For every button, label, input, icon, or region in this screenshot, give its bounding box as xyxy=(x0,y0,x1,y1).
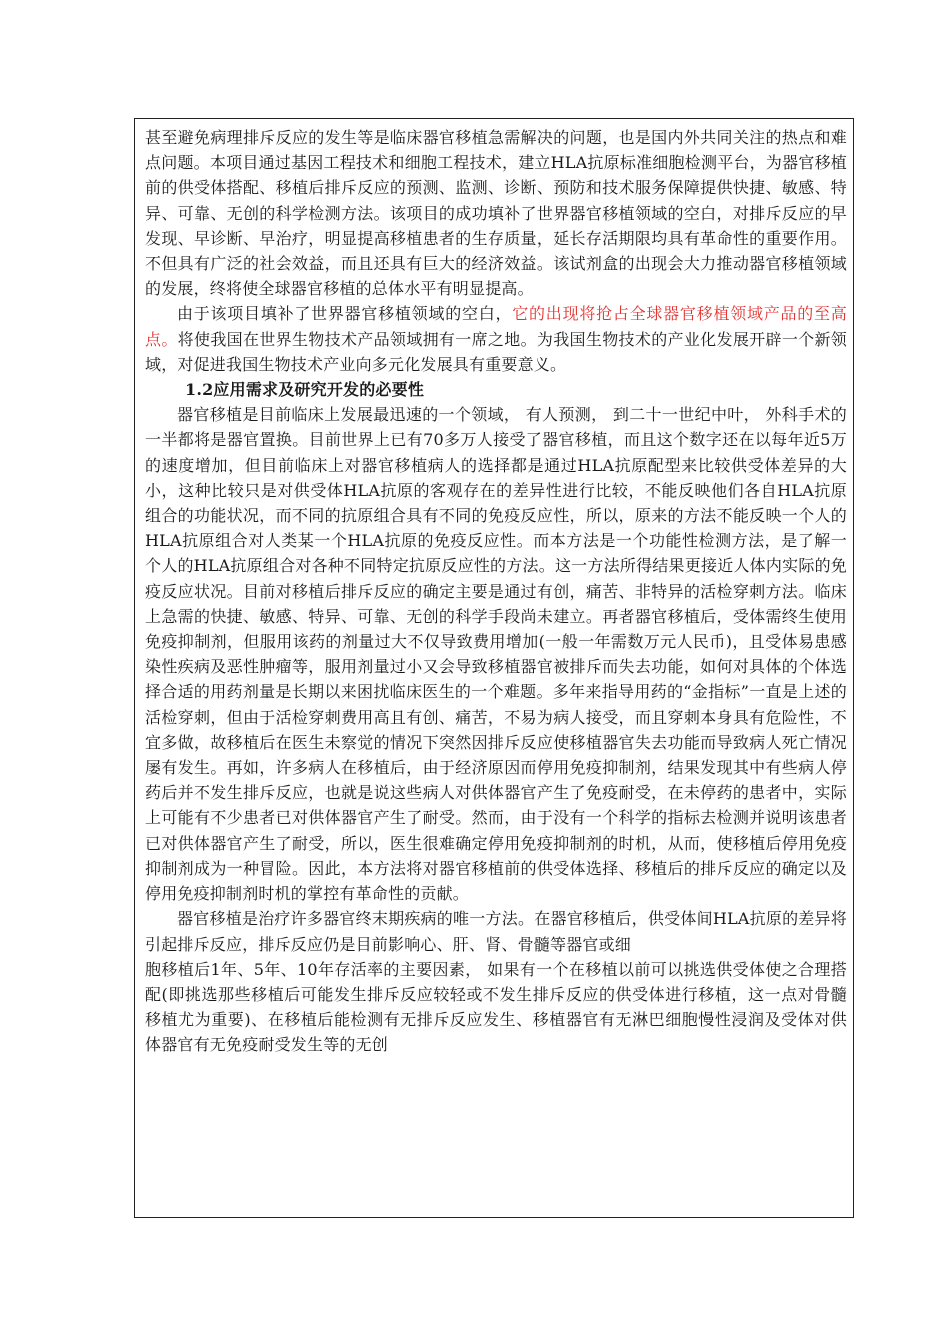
paragraph-2 xyxy=(145,301,847,377)
document-frame xyxy=(134,118,854,1218)
paragraph-4: 器官移植是治疗许多器官终末期疾病的唯一方法。在器官移植后，供受体间HLA抗原的差异将引起排斥反应，排斥反应仍是目前影响心、肝、肾、骨髓等器官或细 xyxy=(145,909,847,954)
highlighted-text: 它的出现将抢占全球器官移植领域产品的至高点。 xyxy=(145,304,847,349)
section-heading: 1.2应用需求及研究开发的必要性 xyxy=(185,380,425,400)
paragraph-2-text-a: 由于该项目填补了世界器官移植领域的空白， xyxy=(177,304,513,324)
paragraph-2-text-b: 将使我国在世界生物技术产品领域拥有一席之地。为我国生物技术的产业化发展开辟一个新领域，对促进我国生物技术产业向多元化发展具有重要意义。 xyxy=(145,329,848,374)
paragraph-5: 胞移植后1年、5年、10年存活率的主要因素， 如果有一个在移植以前可以挑选供受体使之合理搭配(即挑选那些移植后可能发生排斥反应较轻或不发生排斥反应的供受体进行移植，这一点对骨髓移植尤为重要)、在移植后能检测有无排斥反应发生、移植器官有无淋巴细胞慢性浸润及受体对供体器官有无免疫耐受发生等的无创 xyxy=(145,959,847,1055)
document-body xyxy=(135,119,853,1058)
paragraph-1: 甚至避免病理排斥反应的发生等是临床器官移植急需解决的问题，也是国内外共同关注的热点和难点问题。本项目通过基因工程技术和细胞工程技术，建立HLA抗原标准细胞检测平台，为器官移植前的供受体搭配、移植后排斥反应的预测、监测、诊断、预防和技术服务保障提供快捷、敏感、特异、可靠、无创的科学检测方法。该项目的成功填补了世界器官移植领域的空白，对排斥反应的早发现、早诊断、早治疗，明显提高移植患者的生存质量，延长存活期限均具有革命性的重要作用。不但具有广泛的社会效益，而且还具有巨大的经济效益。该试剂盒的出现会大力推动器官移植领域的发展，终将使全球器官移植的总体水平有明显提高。 xyxy=(145,128,847,299)
paragraph-3: 器官移植是目前临床上发展最迅速的一个领域， 有人预测， 到二十一世纪中叶， 外科手术的一半都将是器官置换。目前世界上已有70多万人接受了器官移植，而且这个数字还在以每年近5万的速度增加，但目前临床上对器官移植病人的选择都是通过HLA抗原配型来比较供受体差异的大小，这种比较只是对供受体HLA抗原的客观存在的差异性进行比较，不能反映他们各自HLA抗原组合的功能状况，而不同的抗原组合具有不同的免疫反应性，所以，原来的方法不能反映一个人的HLA抗原组合对人类某一个HLA抗原的免疫反应性。而本方法是一个功能性检测方法，是了解一个人的HLA抗原组合对各种不同特定抗原反应性的方法。这一方法所得结果更接近人体内实际的免疫反应状况。目前对移植后排斥反应的确定主要是通过有创，痛苦、非特异的活检穿刺方法。临床上急需的快捷、敏感、特异、可靠、无创的科学手段尚未建立。再者器官移植后，受体需终生使用免疫抑制剂，但服用该药的剂量过大不仅导致费用增加(一般一年需数万元人民币)，且受体易患感染性疾病及恶性肿瘤等，服用剂量过小又会导致移植器官被排斥而失去功能，如何对具体的个体选择合适的用药剂量是长期以来困扰临床医生的一个难题。多年来指导用药的“金指标”一直是上述的活检穿刺，但由于活检穿刺费用高且有创、痛苦，不易为病人接受，而且穿刺本身具有危险性，不宜多做，故移植后在医生未察觉的情况下突然因排斥反应使移植器官失去功能而导致病人死亡情况屡有发生。再如，许多病人在移植后，由于经济原因而停用免疫抑制剂，结果发现其中有些病人停药后并不发生排斥反应，也就是说这些病人对供体器官产生了免疫耐受，在未停药的患者中，实际上可能有不少患者已对供体器官产生了耐受。然而，由于没有一个科学的指标去检测并说明该患者已对供体器官产生了耐受，所以，医生很难确定停用免疫抑制剂的时机，从而，使移植后停用免疫抑制剂成为一种冒险。因此，本方法将对器官移植前的供受体选择、移植后的排斥反应的确定以及停用免疫抑制剂时机的掌控有革命性的贡献。 xyxy=(145,405,847,904)
